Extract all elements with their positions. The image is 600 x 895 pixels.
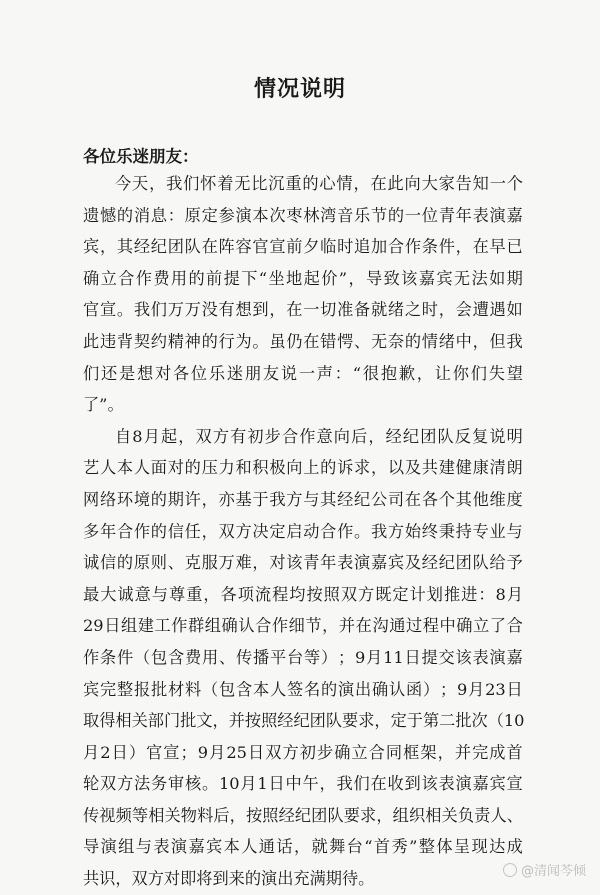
document-title: 情况说明 <box>253 77 346 102</box>
body-line: 遗 憾 的 消 息 ： 原 定 参 演 本 次 枣 林 湾 音 乐 节 的 一 位 青 年 表 演 嘉 <box>83 205 523 225</box>
body-line: 传 视 频 等 相 关 物 料 后 ， 按 照 经 纪 团 队 要 求 ， 组 织 相 关 负 责 人 、 <box>83 805 523 825</box>
watermark <box>503 860 586 879</box>
body-line: 此 违 背 契 约 精 神 的 行 为 。 虽 仍 在 错 愕 、 无 奈 的 情 绪 中 ， 但 我 <box>83 331 523 351</box>
body-line: 宾 完 整 报 批 材 料 （ 包 含 本 人 签 名 的 演 出 确 认 函 ） ； 9 月 23 日 <box>83 679 523 699</box>
document-body <box>83 168 523 895</box>
body-line: 29 日 组 建 工 作 群 组 确 认 合 作 细 节 ， 并 在 沟 通 过 程 中 确 立 了 合 <box>83 616 523 636</box>
watermark-text: @清闻芩倾 <box>520 864 586 879</box>
body-line: 月 2 日 ） 官 宣 ； 9 月 25 日 双 方 初 步 确 立 合 同 框 架 ， 并 完 成 首 <box>83 742 523 762</box>
body-line: 最 大 诚 意 与 尊 重 ， 各 项 流 程 均 按 照 双 方 既 定 计 划 推 进 ： 8 月 <box>83 584 523 604</box>
greeting: 各位乐迷朋友： <box>83 147 199 166</box>
body-line: 今 天 ， 我 们 怀 着 无 比 沉 重 的 心 情 ， 在 此 向 大 家 告 知 一 个 <box>115 174 523 193</box>
body-line: 了”。 <box>83 395 124 415</box>
body-line: 网 络 环 境 的 期 许 ， 亦 基 于 我 方 与 其 经 纪 公 司 在 各 个 其 他 维 度 <box>83 489 523 509</box>
body-line: 艺 人 本 人 面 对 的 压 力 和 积 极 向 上 的 诉 求 ， 以 及 共 建 健 康 清 朗 <box>83 458 523 478</box>
body-line: 共识，双方对即将到来的演出充满期待。 <box>83 869 375 889</box>
body-line: 作 条 件 （ 包 含 费 用 、 传 播 平 台 等 ） ； 9 月 11 日 提 交 该 表 演 嘉 <box>83 647 523 667</box>
body-line: 取 得 相 关 部 门 批 文 ， 并 按 照 经 纪 团 队 要 求 ， 定 于 第 二 批 次 （ 10 <box>83 711 525 731</box>
body-line: 诚 信 的 原 则 、 克 服 万 难 ， 对 该 青 年 表 演 嘉 宾 及 经 纪 团 队 给 予 <box>83 553 523 573</box>
body-line: 官 宣 。 我 们 万 万 没 有 想 到 ， 在 一 切 准 备 就 绪 之 时 ， 会 遭 遇 如 <box>83 300 523 320</box>
body-line: 自 8 月 起 ， 双 方 有 初 步 合 作 意 向 后 ， 经 纪 团 队 反 复 说 明 <box>115 426 523 446</box>
circle-logo-icon <box>503 863 517 877</box>
body-line: 确 立 合 作 费 用 的 前 提 下 “ 坐 地 起 价 ” ， 导 致 该 嘉 宾 无 法 如 期 <box>83 268 523 288</box>
body-line: 宾 ， 其 经 纪 团 队 在 阵 容 官 宣 前 夕 临 时 追 加 合 作 条 件 ， 在 早 已 <box>83 237 523 257</box>
body-line: 轮 双 方 法 务 审 核 。 10 月 1 日 中 午 ， 我 们 在 收 到 该 表 演 嘉 宾 宣 <box>83 774 523 794</box>
body-line: 多 年 合 作 的 信 任 ， 双 方 决 定 启 动 合 作 。 我 方 始 终 秉 持 专 业 与 <box>83 521 523 541</box>
body-line: 导 演 组 与 表 演 嘉 宾 本 人 通 话 ， 就 舞 台 “ 首 秀 ” 整 体 呈 现 达 成 <box>83 837 523 857</box>
body-line: 们 还 是 想 对 各 位 乐 迷 朋 友 说 一 声 ： “ 很 抱 歉 ， 让 你 们 失 望 <box>83 363 523 383</box>
